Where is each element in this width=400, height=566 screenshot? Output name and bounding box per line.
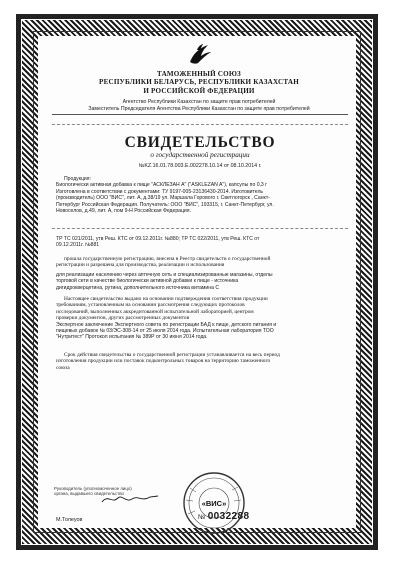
product-line-2: Изготовлена в соответствии с документами: ТУ 9197-005-23136430-2014. Изготовитель (56, 188, 264, 195)
product-label: Продукция: (64, 176, 91, 182)
signer-name: М.Толеуов (56, 517, 83, 523)
member-states-line-1: РЕСПУБЛИКИ БЕЛАРУСЬ, РЕСПУБЛИКИ КАЗАХСТАН (99, 78, 299, 87)
basis-line-4: проверки документов, других рассмотренных документов (56, 315, 190, 322)
serial-number-value: 0032288 (207, 511, 250, 522)
document-title: СВИДЕТЕЛЬСТВО (124, 134, 276, 151)
state-register-section (56, 256, 346, 269)
basis-line-6: пищевых добавок № 03/ЭС-308-14 от 25 июля 2014 года. Испытательная лаборатория ТОО (56, 328, 274, 335)
area-of-use-line-1: для реализации населению через аптечную сеть и специализированные магазины, отделы (56, 272, 273, 278)
compliance-line-1: ТР ТС 021/2011, утв Реш. КТС от 09.12.2011г. №880; ТР ТС 022/2011, утв Реш. КТС от (56, 236, 260, 242)
basis-line-1: Настоящее свидетельство выдано на основании подтверждения соответствия продукции (64, 296, 268, 302)
area-of-use-line-3: дигидрокверцетина, рутина, дополнительного источника витамина С (56, 284, 220, 291)
agency-line-1: Агентство Республики Казахстан по защите прав потребителей (122, 99, 276, 105)
basis-line-7: "Нутритест" Протокол испытания № 389Р от 30 июня 2014 года. (56, 334, 208, 341)
signature-caption-1: Руководитель (уполномоченное лицо) (54, 486, 132, 491)
validity-line-3: союза (56, 364, 70, 371)
area-of-use-section (56, 272, 346, 291)
product-line-3: (производитель) ООО "ВИС", лит. А, д.38/19 ул. Маршала Горового г. Светлогорск , Санкт- (56, 195, 270, 202)
basis-line-5: Экспертное заключение Экспертного совета по регистрации БАД к пище, детского питания и (56, 321, 277, 328)
divider-rule-fine (52, 228, 348, 229)
area-of-use-line-2: торговой сети в качестве биологически активной добавки к пище - источника (56, 278, 239, 285)
issuing-union-header (70, 70, 328, 95)
agency-line-2: Заместитель Председателя Агентства Республики Казахстан по защите прав потребителей (88, 105, 310, 112)
product-line-4: Петербург Российская Федерация. Получатель: ООО "ВИС", 193315, г. Санкт-Петербург, ул. (56, 201, 274, 208)
divider-rule (52, 114, 348, 115)
issuing-agency-block (58, 99, 340, 112)
divider-rule-fine (52, 124, 348, 125)
validity-line-2: изготовления продукции или поставок подконтрольных товаров на территорию таможенного (56, 358, 271, 365)
handwritten-signature (100, 492, 160, 506)
member-states-line-2: И РОССИЙСКОЙ ФЕДЕРАЦИИ (143, 86, 255, 95)
validity-line-1: Срок действия свидетельства о государственной регистрации устанавливается на весь период (64, 352, 280, 358)
basis-line-2: требованиям, установленным на основании рассмотрения следующих протоколов (56, 302, 245, 309)
signature-caption-2: органа, выдавшего свидетельство (54, 491, 124, 497)
signature-block (54, 486, 164, 526)
compliance-line-2: 09.12.2011г. №881 (56, 242, 100, 249)
stamp-center-text: «ВИС» (201, 499, 227, 508)
serial-prefix: № (198, 514, 206, 521)
basis-line-3: исследований, выполненных аккредитованной испытательной лабораторией, центром (56, 308, 254, 315)
eagle-emblem-icon (185, 40, 213, 68)
product-section (56, 176, 346, 214)
official-round-stamp (168, 470, 260, 536)
state-register-line-1: прошла государственную регистрацию, внесена в Реестр свидетельств о государственной (64, 256, 271, 262)
issued-on-basis-section (56, 296, 346, 341)
registration-number-line: №KZ.16.01.78.003.E.002278.10.14 от 08.10.2014 г. (138, 163, 262, 169)
compliance-section (56, 236, 346, 249)
state-register-line-2: регистрации и разрешена для производства, реализации и использования (56, 262, 225, 269)
product-line-5: Новоселов, д.49, лит. А, пом 9-Н Российская Федерация. (56, 208, 191, 215)
union-name: ТАМОЖЕННЫЙ СОЮЗ (157, 70, 241, 78)
document-subtitle: о государственной регистрации (150, 151, 250, 159)
product-line-1: Биологически активная добавка к пище "АСКЛЕЗАН А" ("ASKLEZAN A"), капсулы по 0,3 г (56, 182, 268, 189)
serial-number (198, 511, 249, 522)
validity-section (56, 352, 346, 371)
